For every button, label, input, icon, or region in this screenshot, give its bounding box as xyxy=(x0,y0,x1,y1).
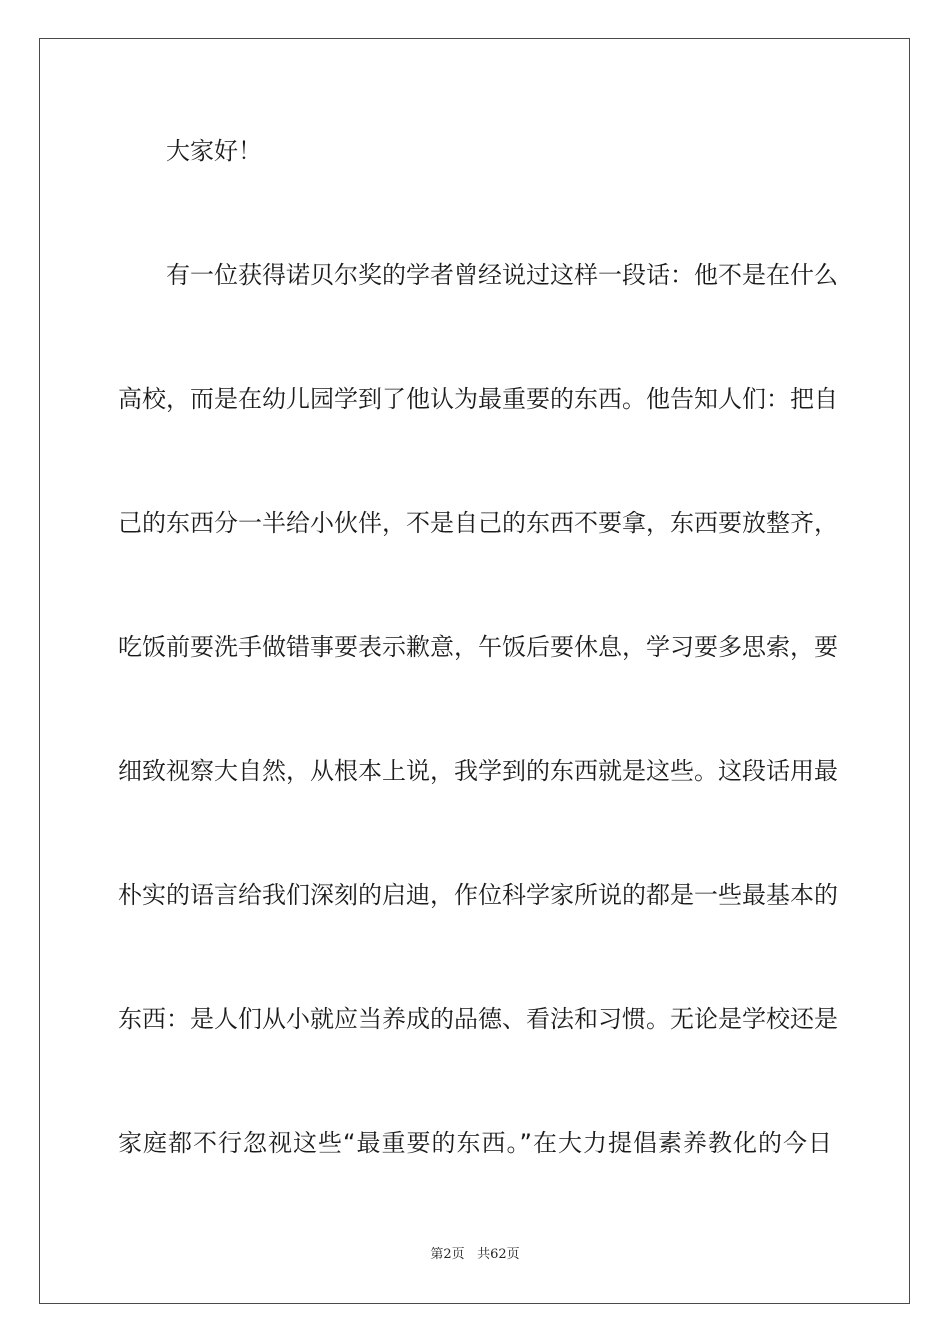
greeting-line: 大家好！ xyxy=(166,137,262,165)
page-border xyxy=(39,38,910,1304)
paragraph-line-1: 有一位获得诺贝尔奖的学者曾经说过这样一段话：他不是在什么 xyxy=(166,261,838,289)
paragraph-line-3: 己的东西分一半给小伙伴，不是自己的东西不要拿，东西要放整齐， xyxy=(118,509,838,537)
paragraph-line-6: 朴实的语言给我们深刻的启迪，作位科学家所说的都是一些最基本的 xyxy=(118,881,838,909)
paragraph-line-7: 东西：是人们从小就应当养成的品德、看法和习惯。无论是学校还是 xyxy=(118,1005,838,1033)
paragraph-line-8: 家庭都不行忽视这些“最重要的东西。”在大力提倡素养教化的今日 xyxy=(118,1129,832,1157)
page-footer xyxy=(0,1246,950,1264)
paragraph-line-4: 吃饭前要洗手做错事要表示歉意，午饭后要休息，学习要多思索，要 xyxy=(118,633,838,661)
paragraph-line-5: 细致视察大自然，从根本上说，我学到的东西就是这些。这段话用最 xyxy=(118,757,838,785)
paragraph-line-2: 高校，而是在幼儿园学到了他认为最重要的东西。他告知人们：把自 xyxy=(118,385,838,413)
page-number: 第2页 xyxy=(430,1247,465,1262)
total-pages: 共62页 xyxy=(477,1247,520,1262)
